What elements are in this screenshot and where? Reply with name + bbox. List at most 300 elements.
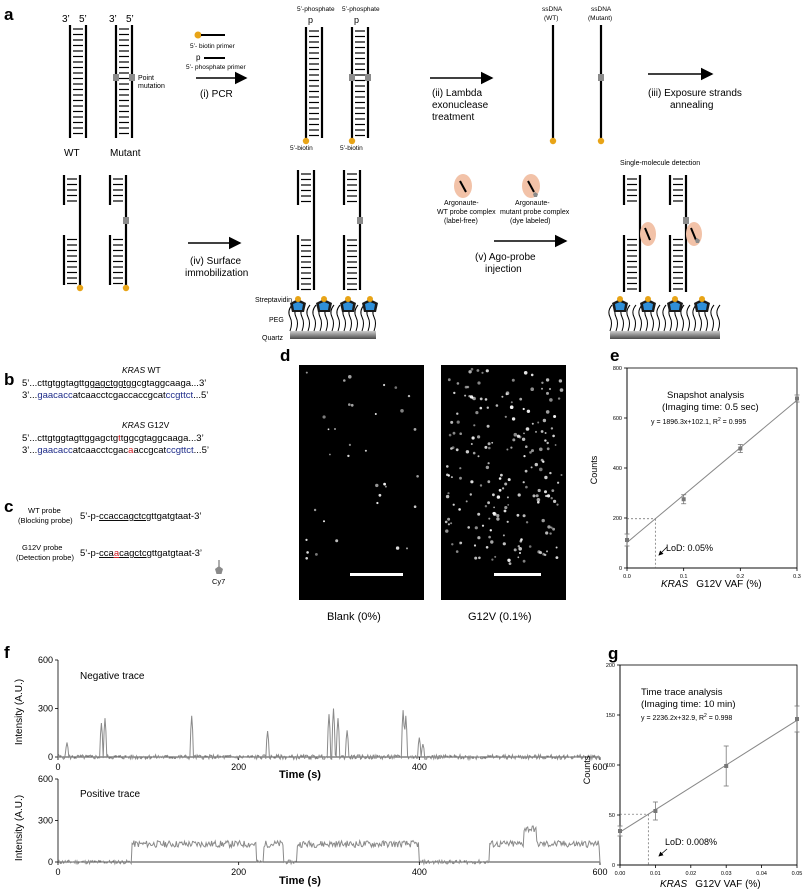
strand-3p-label: 3’ — [62, 14, 70, 25]
biotin-label-wt: 5’-biotin — [290, 145, 313, 152]
fluorescent-spot — [334, 428, 336, 430]
step-exonuclease-label-2: exonuclease — [432, 100, 489, 111]
fluorescent-spot — [504, 483, 507, 486]
fluorescent-spot — [474, 544, 476, 546]
panel-a — [4, 5, 742, 342]
fluorescent-spot — [551, 427, 553, 429]
mutation-marker — [683, 217, 689, 224]
positive-trace-x-tick-label: 400 — [411, 867, 427, 877]
panel-label-g: g — [608, 644, 619, 663]
fluorescent-spot — [560, 388, 564, 392]
fluorescent-spot — [500, 474, 503, 477]
fluorescent-spot — [492, 493, 495, 496]
chart-e-lod-label: LoD: 0.05% — [666, 543, 714, 553]
fluorescent-spot — [488, 518, 490, 520]
chart-g-data-point — [618, 829, 622, 833]
chart-g-subtitle: (Imaging time: 10 min) — [641, 699, 736, 710]
fluorescent-spot — [470, 480, 473, 483]
panel-c — [4, 497, 225, 586]
fluorescent-spot — [482, 525, 484, 527]
fluorescent-spot — [544, 476, 547, 479]
phosphate-primer-p: p — [196, 53, 201, 62]
fluorescent-spot — [549, 472, 551, 474]
fluorescent-spot — [545, 432, 547, 434]
quartz-surface — [290, 331, 376, 339]
fluorescent-spot — [375, 413, 377, 415]
biotin-dot-icon — [295, 296, 301, 302]
fluorescent-spot — [514, 548, 517, 551]
fluorescent-spot — [547, 442, 549, 444]
fluorescent-spot — [546, 410, 550, 414]
fluorescent-spot — [529, 545, 532, 548]
step-immobilization-label-1: (iv) Surface — [190, 256, 242, 267]
negative-trace-x-tick-label: 0 — [55, 762, 61, 772]
fluorescent-spot — [451, 543, 453, 545]
fluorescent-spot — [459, 432, 462, 435]
chart-e-data-point — [795, 397, 799, 401]
fluorescent-spot — [552, 528, 555, 531]
fluorescent-spot — [480, 398, 483, 401]
fluorescent-spot — [552, 435, 555, 438]
panel-g — [582, 644, 802, 890]
chart-g-x-tick-label: 0.03 — [720, 871, 732, 877]
fluorescent-spot — [517, 556, 519, 558]
fluorescent-spot — [408, 395, 410, 397]
mut-probe-label-2: mutant probe complex — [500, 209, 570, 216]
positive-trace-x-tick-label: 0 — [55, 867, 61, 877]
fluorescent-spot — [503, 542, 506, 545]
fluorescent-spot — [506, 449, 508, 451]
fluorescent-spot — [538, 489, 541, 492]
fluorescent-spot — [447, 492, 449, 494]
cy7-dye-icon — [215, 566, 223, 574]
fluorescent-spot — [464, 395, 466, 397]
fluorescent-spot — [477, 536, 480, 539]
mutation-marker — [357, 217, 363, 224]
chart-g-ylabel: Counts — [582, 755, 592, 785]
fluorescent-spot — [519, 398, 522, 401]
negative-trace-x-tick-label: 400 — [411, 762, 427, 772]
fluorescent-spot — [557, 482, 559, 484]
fluorescent-spot — [541, 382, 543, 384]
negative-trace-y-tick-label: 600 — [37, 655, 53, 665]
chart-e-x-tick-label: 0.0 — [623, 574, 631, 580]
fluorescent-spot — [547, 494, 550, 497]
biotin-label-mut: 5’-biotin — [340, 145, 363, 152]
fluorescent-spot — [523, 433, 525, 435]
fluorescent-spot — [453, 432, 456, 435]
biotin-dot-icon — [195, 32, 202, 39]
wt-bottom-sequence: 3’...gaacaccatcaacctcgaccaccgcatccgttct...5’ — [22, 390, 209, 401]
panel-e — [589, 346, 801, 590]
chart-g-y-tick-label: 200 — [605, 663, 615, 669]
biotin-dot-icon — [77, 285, 83, 291]
panel-label-e: e — [610, 346, 620, 365]
fluorescent-spot — [487, 480, 490, 483]
fluorescent-spot — [543, 419, 546, 422]
fluorescent-spot — [549, 388, 551, 390]
fluorescent-spot — [547, 447, 550, 450]
fluorescent-spot — [561, 474, 563, 476]
negative-trace-y-tick-label: 0 — [47, 752, 53, 762]
fluorescent-spot — [349, 444, 351, 446]
fluorescent-spot — [549, 398, 553, 402]
chart-e-y-tick-label: 0 — [618, 566, 622, 572]
fluorescent-spot — [499, 477, 502, 480]
fluorescent-spot — [323, 415, 326, 418]
step-injection-label-1: (v) Ago-probe — [475, 252, 536, 263]
wt-probe-label-3: (label-free) — [444, 218, 478, 225]
wt-probe-label-1: Argonaute- — [444, 200, 479, 207]
fluorescent-spot — [531, 449, 534, 452]
fluorescent-spot — [480, 407, 483, 410]
fluorescent-spot — [414, 428, 417, 431]
fluorescent-spot — [305, 557, 308, 560]
fluorescent-spot — [537, 550, 540, 553]
fluorescent-spot — [556, 556, 559, 559]
fluorescent-spot — [518, 493, 521, 496]
fluorescent-spot — [400, 409, 404, 413]
chart-e-x-tick-label: 0.2 — [736, 574, 745, 580]
positive-trace-y-tick-label: 300 — [37, 815, 53, 826]
chart-g-data-point — [724, 764, 728, 768]
fluorescent-spot — [485, 505, 487, 507]
fluorescent-spot — [504, 506, 507, 509]
chart-e-data-point — [682, 497, 686, 501]
fluorescent-spot — [466, 500, 468, 502]
fluorescent-spot — [505, 416, 507, 418]
fluorescent-spot — [478, 557, 481, 560]
fluorescent-spot — [551, 489, 554, 492]
wt-probe-label-2: WT probe complex — [437, 209, 496, 216]
fluorescent-spot — [550, 527, 552, 529]
chart-e-y-tick-label: 400 — [612, 466, 622, 472]
g12v-probe-name: G12V probe — [22, 543, 63, 552]
chart-e-data-point — [738, 447, 742, 451]
mut-probe-label-1: Argonaute- — [515, 200, 550, 207]
fluorescent-spot — [472, 397, 474, 399]
g12v-probe-subname: (Detection probe) — [16, 553, 74, 562]
chart-g-data-point — [795, 717, 799, 721]
biotin-dot-icon — [303, 138, 309, 144]
fluorescent-spot — [445, 529, 448, 532]
fluorescent-spot — [376, 502, 378, 504]
fluorescent-spot — [480, 484, 482, 486]
kras-g12v-heading: KRAS G12V — [122, 420, 170, 430]
quartz-surface — [610, 331, 720, 339]
fluorescent-spot — [416, 475, 419, 478]
fluorescent-spot — [447, 518, 450, 521]
chart-g-y-tick-label: 150 — [605, 713, 615, 719]
fluorescent-spot — [504, 510, 507, 513]
fluorescent-spot — [343, 379, 346, 382]
chart-g-x-tick-label: 0.01 — [650, 871, 661, 877]
fluorescent-spot — [486, 466, 489, 469]
fluorescent-spot — [450, 421, 453, 424]
fluorescent-spot — [348, 375, 352, 379]
fluorescent-spot — [406, 547, 408, 549]
fluorescent-spot — [478, 455, 480, 457]
fluorescent-spot — [559, 379, 562, 382]
phosphate-label-wt: 5’-phosphate — [297, 6, 335, 13]
mut-probe-label-3: (dye labeled) — [510, 218, 551, 225]
fluorescent-spot — [446, 474, 449, 477]
fluorescent-spot — [507, 559, 510, 562]
fluorescent-spot — [451, 476, 453, 478]
mutant-label: Mutant — [110, 148, 141, 159]
fluorescent-spot — [553, 500, 556, 503]
fluorescent-spot — [486, 546, 489, 549]
positive-trace-title: Positive trace — [80, 789, 141, 800]
chart-g-y-tick-label: 100 — [605, 763, 615, 769]
mutation-marker — [349, 74, 355, 81]
step-annealing-label-1: (iii) Exposure strands — [648, 88, 742, 99]
fluorescent-spot — [523, 408, 525, 410]
chart-e-ylabel: Counts — [589, 455, 599, 485]
ssdna-mut-label: (Mutant) — [588, 15, 613, 22]
fluorescent-spot — [545, 495, 547, 497]
fluorescent-spot — [484, 446, 487, 449]
fluorescent-spot — [537, 422, 539, 424]
step-exonuclease-label-1: (ii) Lambda — [432, 88, 483, 99]
fluorescent-spot — [477, 435, 480, 438]
chart-g-x-tick-label: 0.04 — [756, 871, 767, 877]
fluorescent-spot — [488, 447, 491, 450]
fluorescent-spot — [556, 547, 558, 549]
fluorescent-spot — [519, 552, 521, 554]
fluorescent-spot — [526, 521, 528, 523]
wt-label: WT — [64, 148, 80, 159]
step-annealing-label-2: annealing — [670, 100, 714, 111]
biotin-dot-icon — [123, 285, 129, 291]
fluorescent-spot — [507, 521, 509, 523]
fluorescent-spot — [456, 550, 459, 553]
fluorescent-spot — [497, 495, 500, 498]
biotin-dot-icon — [321, 296, 327, 302]
fluorescent-spot — [502, 487, 504, 489]
fluorescent-spot — [525, 470, 528, 473]
fluorescent-spot — [365, 450, 367, 452]
fluorescent-spot — [551, 497, 553, 499]
fluorescent-spot — [549, 532, 551, 534]
mutation-marker — [129, 74, 135, 81]
fluorescent-spot — [490, 529, 492, 531]
panel-label-b: b — [4, 370, 15, 389]
fluorescent-spot — [503, 534, 505, 536]
fluorescent-spot — [446, 495, 449, 498]
fluorescent-spot — [491, 442, 493, 444]
fluorescent-spot — [510, 447, 512, 449]
chart-g-y-tick-label: 50 — [608, 813, 615, 819]
fluorescent-spot — [546, 378, 549, 381]
fluorescent-spot — [385, 486, 387, 488]
fluorescent-spot — [523, 514, 526, 517]
wt-top-sequence: 5’...cttgtggtagttggagctggtggcgtaggcaaga...3’ — [22, 378, 207, 389]
wt-probe-subname: (Blocking probe) — [18, 516, 73, 525]
fluorescent-spot — [379, 494, 382, 497]
fluorescent-spot — [488, 536, 491, 539]
fluorescent-spot — [496, 404, 499, 407]
fluorescent-spot — [446, 465, 449, 468]
trace-ylabel-positive: Intensity (A.U.) — [14, 794, 25, 862]
fluorescent-spot — [477, 513, 480, 516]
negative-trace-x-tick-label: 200 — [231, 762, 247, 772]
fluorescent-spot — [508, 478, 511, 481]
fluorescent-spot — [314, 509, 316, 511]
fluorescent-spot — [450, 522, 452, 524]
fluorescent-spot — [520, 540, 523, 543]
positive-trace-y-tick-label: 600 — [37, 774, 53, 784]
fluorescent-spot — [512, 379, 515, 382]
biotin-dot-icon — [699, 296, 705, 302]
point-mutation-label: Point — [138, 75, 154, 82]
biotin-dot-icon — [345, 296, 351, 302]
fluorescent-spot — [468, 395, 470, 397]
fluorescent-spot — [541, 388, 543, 390]
wt-probe-name: WT probe — [28, 506, 61, 515]
streptavidin-label: Streptavidin — [255, 297, 292, 304]
fluorescent-spot — [448, 523, 450, 525]
chart-e-data-point — [625, 538, 629, 542]
fluorescent-spot — [506, 391, 510, 395]
chart-g-x-tick-label: 0.00 — [614, 871, 626, 877]
fluorescent-spot — [536, 494, 539, 497]
fluorescent-spot — [507, 504, 509, 506]
positive-trace-line — [58, 826, 600, 864]
fluorescent-spot — [501, 396, 503, 398]
chart-e-y-tick-label: 800 — [612, 366, 622, 372]
fluorescent-spot — [458, 508, 461, 511]
fluorescent-spot — [475, 526, 478, 529]
fluorescent-spot — [456, 448, 459, 451]
phosphate-p-mut: p — [354, 15, 360, 25]
fluorescent-spot — [524, 371, 528, 375]
biotin-dot-icon — [598, 138, 604, 144]
fluorescent-spot — [537, 498, 541, 502]
fluorescent-spot — [556, 504, 558, 506]
fluorescent-spot — [323, 520, 325, 522]
fluorescent-spot — [460, 542, 462, 544]
panel-label-a: a — [4, 5, 14, 24]
fluorescent-spot — [395, 386, 398, 389]
fluorescent-spot — [531, 466, 533, 468]
fluorescent-spot — [488, 462, 490, 464]
fluorescent-spot — [496, 517, 499, 520]
fluorescent-spot — [474, 557, 477, 560]
fluorescent-spot — [456, 413, 458, 415]
fluorescent-spot — [509, 562, 512, 565]
fluorescent-spot — [517, 514, 520, 517]
blank-caption: Blank (0%) — [327, 611, 381, 623]
fluorescent-spot — [545, 531, 548, 534]
fluorescent-spot — [328, 428, 330, 430]
scale-bar-blank — [350, 573, 403, 576]
blank-image — [299, 365, 424, 600]
fluorescent-spot — [473, 424, 475, 426]
fluorescent-spot — [535, 431, 537, 433]
fluorescent-spot — [541, 459, 544, 462]
fluorescent-spot — [396, 546, 399, 549]
fluorescent-spot — [494, 556, 496, 558]
fluorescent-spot — [547, 525, 550, 528]
fluorescent-spot — [522, 438, 525, 441]
fluorescent-spot — [348, 403, 351, 406]
fluorescent-spot — [491, 559, 493, 561]
fluorescent-spot — [471, 443, 473, 445]
chart-f-traces — [58, 709, 600, 864]
chart-e-y-tick-label: 600 — [612, 416, 622, 422]
fluorescent-spot — [499, 489, 502, 492]
mut-top-sequence: 5’...cttgtggtagttggagctgttggcgtaggcaaga...3’ — [22, 433, 204, 444]
fluorescent-spot — [527, 410, 530, 413]
ssdna-wt-label: (WT) — [544, 15, 559, 22]
chart-e-title: Snapshot analysis — [667, 390, 745, 401]
fluorescent-spot — [487, 407, 489, 409]
ssdna-label-wt: ssDNA — [542, 6, 563, 13]
chart-g-equation: y = 2236.2x+32.9, $R^2 = 0.998$ — [641, 713, 733, 722]
fluorescent-spot — [448, 378, 451, 381]
chart-e-x-tick-label: 0.3 — [793, 574, 801, 580]
fluorescent-spot — [468, 370, 471, 373]
fluorescent-spot — [375, 484, 378, 487]
mutation-marker — [365, 74, 371, 81]
fluorescent-spot — [477, 369, 480, 372]
chart-g-xlabel: KRAS G12V VAF (%) — [660, 879, 761, 890]
quartz-label: Quartz — [262, 335, 284, 342]
fluorescent-spot — [472, 436, 475, 439]
single-molecule-label: Single-molecule detection — [620, 160, 701, 167]
fluorescent-spot — [477, 381, 480, 384]
chart-e-y-tick-label: 200 — [612, 516, 622, 522]
phosphate-primer-label: 5’- phosphate primer — [186, 64, 246, 71]
panel-label-c: c — [4, 497, 14, 516]
fluorescent-spot — [496, 514, 499, 517]
fluorescent-spot — [473, 452, 476, 455]
mutation-marker — [598, 74, 604, 81]
fluorescent-spot — [449, 434, 452, 437]
fluorescent-spot — [512, 438, 515, 441]
phosphate-label-mut: 5’-phosphate — [342, 6, 380, 13]
fluorescent-spot — [514, 433, 518, 437]
biotin-primer-label: 5’- biotin primer — [190, 43, 235, 50]
trace-xlabel-negative: Time (s) — [279, 769, 321, 781]
positive-trace-x-tick-label: 600 — [592, 867, 608, 877]
fluorescent-spot — [517, 435, 520, 438]
fluorescent-spot — [493, 507, 495, 509]
step-injection-label-2: injection — [485, 264, 522, 275]
kras-wt-heading: KRAS WT — [122, 365, 161, 375]
fluorescent-spot — [526, 427, 530, 431]
fluorescent-spot — [467, 526, 470, 529]
fluorescent-spot — [507, 496, 509, 498]
step-exonuclease-label-3: treatment — [432, 112, 475, 123]
negative-trace-x-tick-label: 600 — [592, 762, 608, 772]
fluorescent-spot — [486, 369, 489, 372]
biotin-dot-icon — [645, 296, 651, 302]
ssdna-label-mut: ssDNA — [591, 6, 612, 13]
fluorescent-spot — [546, 550, 548, 552]
fluorescent-spot — [535, 463, 538, 466]
panel-label-d: d — [280, 346, 291, 365]
phosphate-p-wt: p — [308, 15, 314, 25]
chart-g-x-tick-label: 0.02 — [685, 871, 697, 877]
fluorescent-spot — [305, 539, 307, 541]
dna-schematics — [64, 25, 720, 339]
fluorescent-spot — [558, 397, 560, 399]
biotin-dot-icon — [617, 296, 623, 302]
fluorescent-spot — [452, 446, 455, 449]
chart-e-x-tick-label: 0.1 — [679, 574, 688, 580]
